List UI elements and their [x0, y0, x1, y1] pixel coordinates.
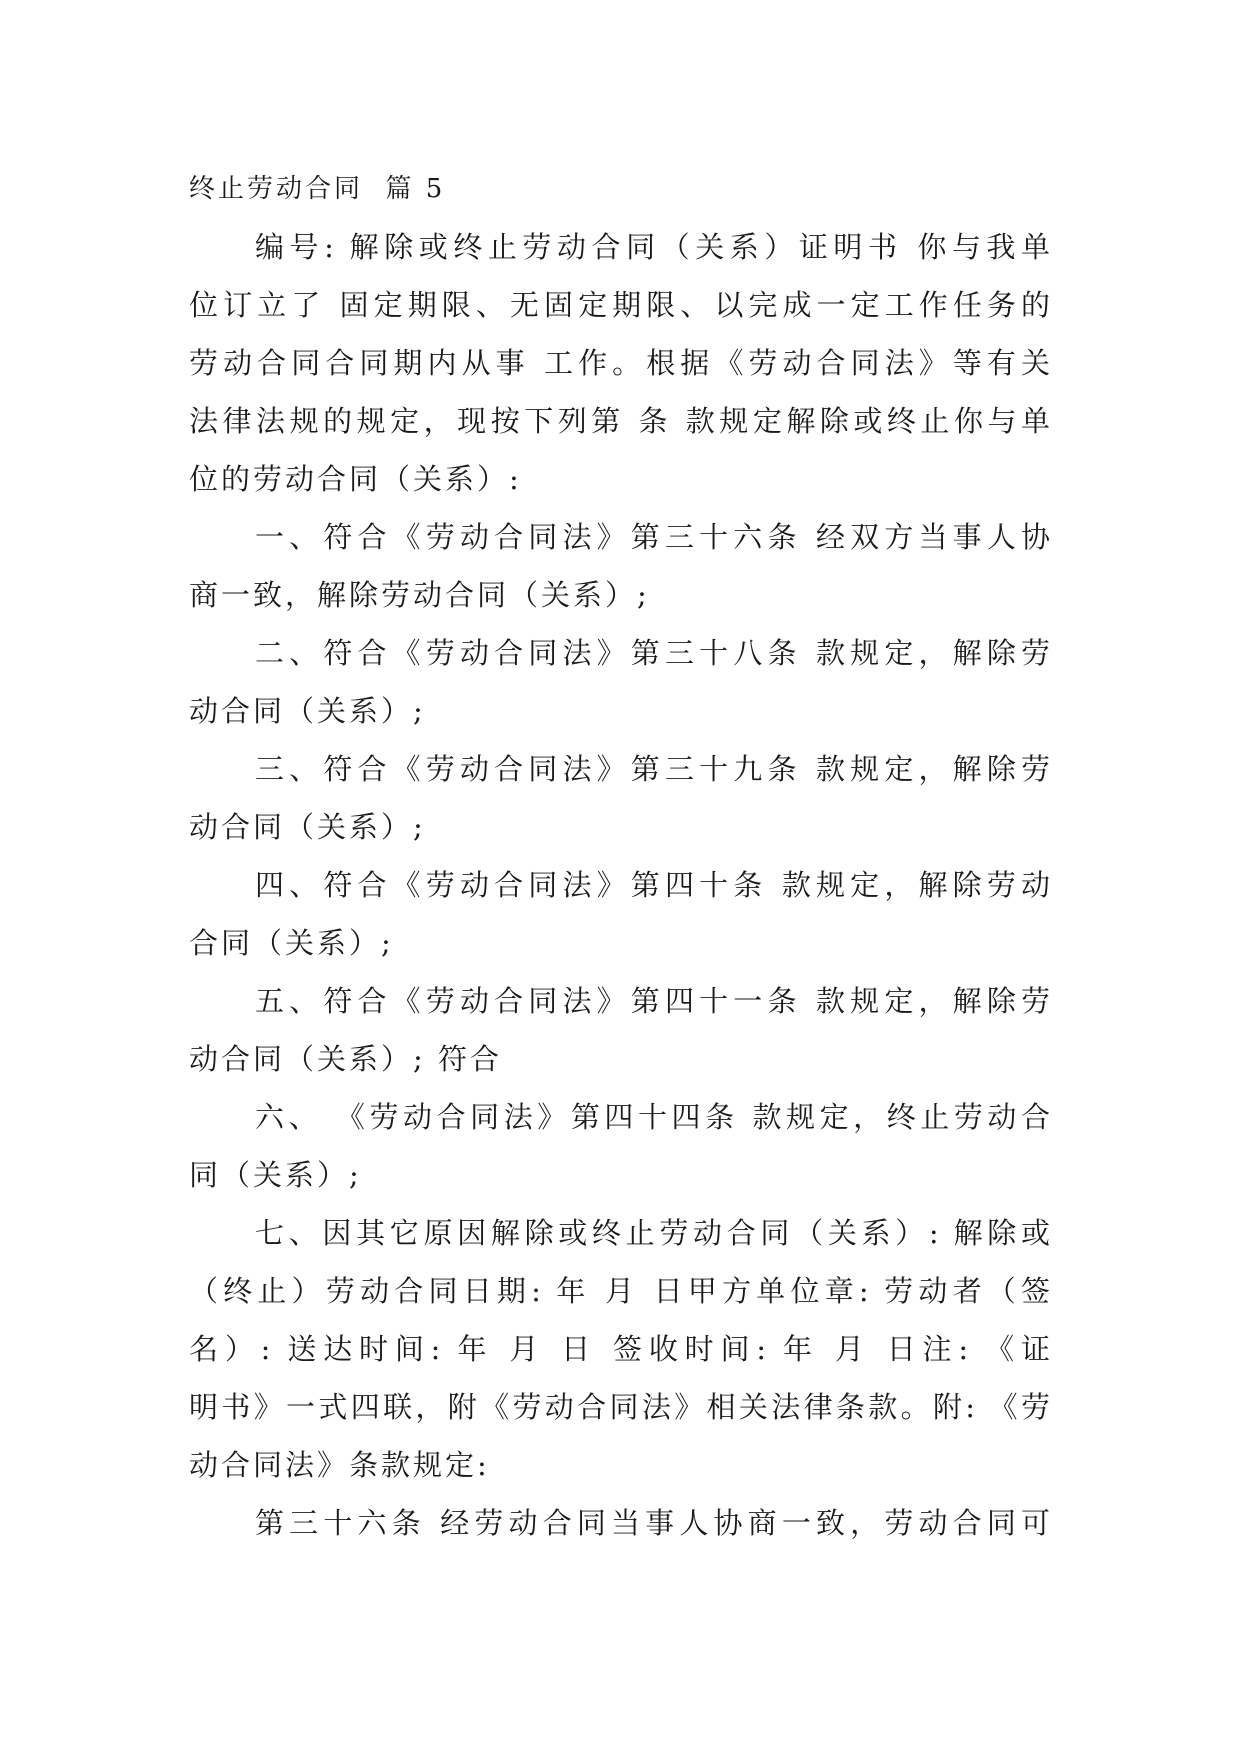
paragraph-intro-line-2: 位订立了 固定期限、无固定期限、以完成一定工作任务的: [189, 288, 1051, 322]
document-title: 终止劳动合同 篇 5: [189, 174, 446, 204]
clause-7-line-4: 明书》一式四联，附《劳动合同法》相关法律条款。附: 《劳: [189, 1390, 1051, 1424]
paragraph-intro-line-4: 法律法规的规定，现按下列第 条 款规定解除或终止你与单: [189, 404, 1051, 438]
clause-7-line-2: （终止）劳动合同日期: 年 月 日甲方单位章: 劳动者（签: [189, 1274, 1051, 1308]
clause-7-line-5: 动合同法》条款规定:: [189, 1448, 490, 1482]
clause-2-line-1: 二、符合《劳动合同法》第三十八条 款规定，解除劳: [255, 636, 1051, 670]
clause-4-line-2: 合同（关系）;: [189, 926, 394, 960]
clause-7-line-3: 名）: 送达时间: 年 月 日 签收时间: 年 月 日注: 《证: [189, 1332, 1051, 1366]
paragraph-intro-line-5: 位的劳动合同（关系）:: [189, 462, 522, 496]
article-36-line-1: 第三十六条 经劳动合同当事人协商一致，劳动合同可: [255, 1506, 1051, 1540]
clause-5-line-1: 五、符合《劳动合同法》第四十一条 款规定，解除劳: [255, 984, 1051, 1018]
clause-2-line-2: 动合同（关系）;: [189, 694, 426, 728]
paragraph-intro-line-1: 编号: 解除或终止劳动合同（关系）证明书 你与我单: [255, 230, 1051, 264]
clause-7-line-1: 七、因其它原因解除或终止劳动合同（关系）: 解除或: [255, 1216, 1051, 1250]
document-body: [189, 160, 1051, 1552]
clause-3-line-2: 动合同（关系）;: [189, 810, 426, 844]
clause-6-line-1: 六、 《劳动合同法》第四十四条 款规定，终止劳动合: [255, 1100, 1051, 1134]
clause-1-line-1: 一、符合《劳动合同法》第三十六条 经双方当事人协: [255, 520, 1051, 554]
paragraph-intro-line-3: 劳动合同合同期内从事 工作。根据《劳动合同法》等有关: [189, 346, 1051, 380]
clause-6-line-2: 同（关系）;: [189, 1158, 362, 1192]
clause-3-line-1: 三、符合《劳动合同法》第三十九条 款规定，解除劳: [255, 752, 1051, 786]
clause-1-line-2: 商一致，解除劳动合同（关系）;: [189, 578, 650, 612]
clause-4-line-1: 四、符合《劳动合同法》第四十条 款规定，解除劳动: [255, 868, 1051, 902]
clause-5-line-2: 动合同（关系）; 符合: [189, 1042, 502, 1076]
